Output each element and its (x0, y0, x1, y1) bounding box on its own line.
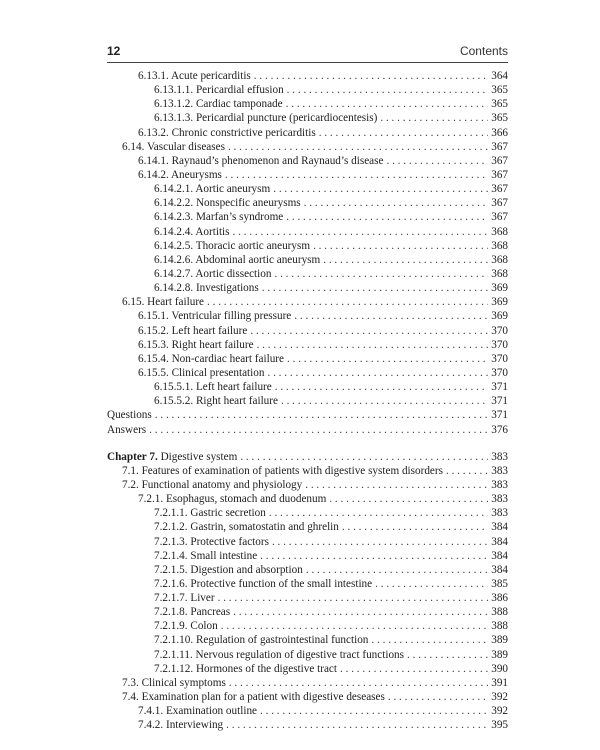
toc-entry-title: 7.2.1.11. Nervous regulation of digestive tract functions (154, 648, 405, 661)
chapter-title: Digestive system (157, 450, 238, 463)
dot-leader (240, 450, 488, 464)
toc-entry (107, 408, 508, 422)
toc-entry-page: 368 (491, 267, 508, 280)
toc-entry-title: 6.14. Vascular diseases (122, 140, 225, 153)
toc-entry-title: 7.2.1.9. Colon (154, 620, 218, 633)
toc-entry-page: 384 (491, 535, 508, 548)
toc-entry (107, 210, 508, 224)
toc-entry-page: 367 (491, 197, 508, 210)
toc-entry-title: 6.14.1. Raynaud’s phenomenon and Raynaud’s disease (138, 154, 384, 167)
dot-leader (386, 154, 488, 168)
toc-section-chapter-6 (107, 69, 508, 437)
toc-entry-title: 6.15.3. Right heart failure (138, 338, 254, 351)
dot-leader (313, 239, 488, 253)
toc-entry-title: 7.2.1.1. Gastric secretion (154, 507, 266, 520)
dot-leader (225, 168, 488, 182)
toc-entry-title: 6.13.1.1. Pericardial effusion (154, 84, 284, 97)
toc-entry-title: 7.2.1.5. Digestion and absorption (154, 563, 303, 576)
toc-entry-page: 365 (491, 112, 508, 125)
toc-entry (107, 309, 508, 323)
toc-entry-page: 370 (491, 366, 508, 379)
toc-entry (107, 633, 508, 647)
toc-entry (107, 704, 508, 718)
toc-entry-title: 7.4. Examination plan for a patient with digestive deseases (122, 691, 385, 704)
toc-entry-page: 383 (491, 493, 508, 506)
toc-entry-title: 7.2.1.3. Protective factors (154, 535, 269, 548)
dot-leader (254, 69, 488, 83)
toc-entry-title: 6.15.1. Ventricular filling pressure (138, 310, 292, 323)
toc-entry-title: 6.15.5. Clinical presentation (138, 366, 265, 379)
page-header (107, 44, 508, 62)
toc-entry (107, 605, 508, 619)
toc-entry-page: 392 (491, 691, 508, 704)
dot-leader (273, 182, 488, 196)
toc-entry-page: 389 (491, 634, 508, 647)
toc-entry-title: 7.4.1. Examination outline (138, 705, 258, 718)
dot-leader (371, 633, 488, 647)
dot-leader (329, 492, 488, 506)
chapter-gap (107, 437, 508, 450)
toc-entry-title: 6.13.2. Chronic constrictive pericarditis (138, 126, 316, 139)
dot-leader (388, 690, 488, 704)
toc-entry (107, 295, 508, 309)
dot-leader (269, 506, 488, 520)
dot-leader (275, 380, 488, 394)
toc-entry-title: 7.2.1.7. Liver (154, 592, 215, 605)
toc-entry-page: 369 (491, 282, 508, 295)
toc-entry (107, 83, 508, 97)
toc-entry (107, 196, 508, 210)
toc-entry-page: 395 (491, 719, 508, 732)
toc-entry-title: 7.2.1.12. Hormones of the digestive tract (154, 662, 337, 675)
dot-leader (305, 478, 488, 492)
dot-leader (287, 83, 489, 97)
toc-entry-title: 6.14.2.2. Nonspecific aneurysms (154, 197, 301, 210)
dot-leader (286, 97, 489, 111)
header-rule (107, 62, 508, 63)
toc-entry-page: 369 (491, 296, 508, 309)
toc-entry-title: 7.2.1.8. Pancreas (154, 606, 231, 619)
toc-entry (107, 676, 508, 690)
toc-entry-title: 7.4.2. Interviewing (138, 719, 224, 732)
toc-entry-title: 6.15. Heart failure (122, 296, 205, 309)
toc-entry (107, 549, 508, 563)
toc-entry (107, 423, 508, 437)
toc-entry-title: 6.13.1.3. Pericardial puncture (pericardiocentesis) (154, 112, 378, 125)
toc-entry (107, 267, 508, 281)
dot-leader (262, 281, 488, 295)
dot-leader (272, 535, 488, 549)
toc-entry-title: 6.15.5.1. Left heart failure (154, 381, 272, 394)
toc-entry (107, 648, 508, 662)
toc-entry-page: 386 (491, 592, 508, 605)
dot-leader (221, 619, 489, 633)
toc-entry-page: 388 (491, 620, 508, 633)
dot-leader (294, 309, 488, 323)
toc-entry-title: 6.15.4. Non-cardiac heart failure (138, 352, 284, 365)
dot-leader (228, 140, 488, 154)
toc-entry-title: 6.14.2.1. Aortic aneurysm (154, 183, 271, 196)
dot-leader (274, 267, 488, 281)
dot-leader (380, 111, 488, 125)
toc-entry-title: 6.15.2. Left heart failure (138, 324, 248, 337)
toc-entry-page: 371 (491, 395, 508, 408)
toc-entry-title: 7.2.1.4. Small intestine (154, 549, 258, 562)
toc-section-chapter-7 (107, 464, 508, 733)
dot-leader (375, 577, 488, 591)
toc-entry-page: 370 (491, 324, 508, 337)
toc-entry-title (107, 450, 237, 464)
toc-entry-title: 7.2.1.6. Protective function of the small intestine (154, 577, 373, 590)
toc-entry (107, 506, 508, 520)
dot-leader (287, 352, 488, 366)
dot-leader (260, 549, 488, 563)
toc-entry (107, 338, 508, 352)
toc-entry (107, 535, 508, 549)
toc-entry-title: 7.2.1. Esophagus, stomach and duodenum (138, 493, 327, 506)
toc-entry-page: 390 (491, 662, 508, 675)
toc-entry (107, 225, 508, 239)
toc-entry-page: 366 (491, 126, 508, 139)
toc-entry-page: 369 (491, 310, 508, 323)
toc-entry-page: 367 (491, 140, 508, 153)
toc-entry (107, 97, 508, 111)
dot-leader (250, 324, 488, 338)
toc-entry-title: 7.2.1.10. Regulation of gastrointestinal function (154, 634, 369, 647)
toc-entry-page: 383 (491, 450, 508, 463)
dot-leader (323, 253, 488, 267)
dot-leader (226, 718, 488, 732)
dot-leader (155, 408, 488, 422)
toc-entry-page: 391 (491, 676, 508, 689)
dot-leader (218, 591, 489, 605)
toc-entry-page: 367 (491, 183, 508, 196)
toc-entry-title: 6.13.1.2. Cardiac tamponade (154, 98, 283, 111)
toc-entry-page: 367 (491, 154, 508, 167)
toc-entry-page: 370 (491, 338, 508, 351)
dot-leader (229, 676, 488, 690)
toc-entry-page: 392 (491, 705, 508, 718)
running-title: Contents (459, 44, 508, 58)
toc-entry (107, 352, 508, 366)
toc-entry (107, 111, 508, 125)
toc-entry-title: 7.1. Features of examination of patients with digestive system disorders (122, 464, 443, 477)
toc-entry (107, 619, 508, 633)
dot-leader (304, 196, 489, 210)
toc-entry-page: 365 (491, 84, 508, 97)
toc-entry-page: 371 (491, 409, 508, 422)
toc-entry (107, 154, 508, 168)
toc-entry (107, 577, 508, 591)
toc-entry (107, 168, 508, 182)
toc-entry-page: 389 (491, 648, 508, 661)
toc-entry-title: 6.15.5.2. Right heart failure (154, 395, 278, 408)
toc-entry-page: 364 (491, 70, 508, 82)
toc-entry (107, 690, 508, 704)
dot-leader (233, 605, 488, 619)
toc-entry-title: 6.14.2.8. Investigations (154, 282, 259, 295)
toc-entry-title: 6.14.2.7. Aortic dissection (154, 267, 272, 280)
toc-entry (107, 253, 508, 267)
dot-leader (233, 225, 489, 239)
toc-entry-title: 6.13.1. Acute pericarditis (138, 70, 251, 82)
dot-leader (281, 394, 488, 408)
toc-entry (107, 591, 508, 605)
toc-entry (107, 69, 508, 83)
toc-entry (107, 126, 508, 140)
dot-leader (407, 648, 488, 662)
toc-entry-title: Questions (107, 409, 152, 422)
toc-entry (107, 182, 508, 196)
toc-entry (107, 324, 508, 338)
table-of-contents (107, 69, 508, 732)
toc-entry (107, 492, 508, 506)
toc-entry-page: 368 (491, 239, 508, 252)
toc-entry-page: 367 (491, 211, 508, 224)
toc-entry (107, 464, 508, 478)
toc-entry (107, 140, 508, 154)
toc-entry-title: Answers (107, 423, 147, 436)
dot-leader (306, 563, 488, 577)
dot-leader (340, 662, 488, 676)
toc-entry (107, 718, 508, 732)
toc-entry-chapter-7 (107, 450, 508, 464)
toc-entry-page: 384 (491, 521, 508, 534)
toc-entry-page: 376 (491, 423, 508, 436)
page-number: 12 (107, 44, 121, 58)
toc-entry-title: 7.2.1.2. Gastrin, somatostatin and ghrelin (154, 521, 339, 534)
toc-entry (107, 366, 508, 380)
toc-entry-page: 388 (491, 606, 508, 619)
toc-entry (107, 394, 508, 408)
toc-entry-title: 6.14.2.5. Thoracic aortic aneurysm (154, 239, 311, 252)
toc-entry-page: 384 (491, 563, 508, 576)
toc-entry (107, 520, 508, 534)
dot-leader (260, 704, 488, 718)
chapter-label: Chapter 7. (107, 450, 158, 463)
toc-entry-page: 368 (491, 225, 508, 238)
dot-leader (446, 464, 488, 478)
toc-entry-page: 365 (491, 98, 508, 111)
toc-entry-page: 367 (491, 168, 508, 181)
toc-entry-page: 385 (491, 577, 508, 590)
toc-entry-page: 370 (491, 352, 508, 365)
toc-entry-page: 383 (491, 464, 508, 477)
dot-leader (267, 366, 488, 380)
toc-entry (107, 281, 508, 295)
toc-entry (107, 478, 508, 492)
dot-leader (149, 423, 488, 437)
dot-leader (319, 126, 489, 140)
dot-leader (286, 210, 488, 224)
toc-entry-title: 6.14.2. Aneurysms (138, 168, 222, 181)
toc-entry (107, 380, 508, 394)
toc-entry (107, 563, 508, 577)
dot-leader (207, 295, 488, 309)
toc-entry-page: 383 (491, 478, 508, 491)
toc-entry-page: 368 (491, 253, 508, 266)
toc-entry-page: 384 (491, 549, 508, 562)
toc-entry-page: 371 (491, 381, 508, 394)
toc-entry-title: 7.3. Clinical symptoms (122, 676, 226, 689)
dot-leader (257, 338, 489, 352)
toc-entry-title: 6.14.2.3. Marfan’s syndrome (154, 211, 284, 224)
dot-leader (342, 520, 488, 534)
toc-entry-title: 7.2. Functional anatomy and physiology (122, 478, 303, 491)
toc-entry-title: 6.14.2.4. Aortitis (154, 225, 230, 238)
toc-entry-page: 383 (491, 507, 508, 520)
toc-entry-title: 6.14.2.6. Abdominal aortic aneurysm (154, 253, 321, 266)
toc-entry (107, 239, 508, 253)
toc-entry (107, 662, 508, 676)
